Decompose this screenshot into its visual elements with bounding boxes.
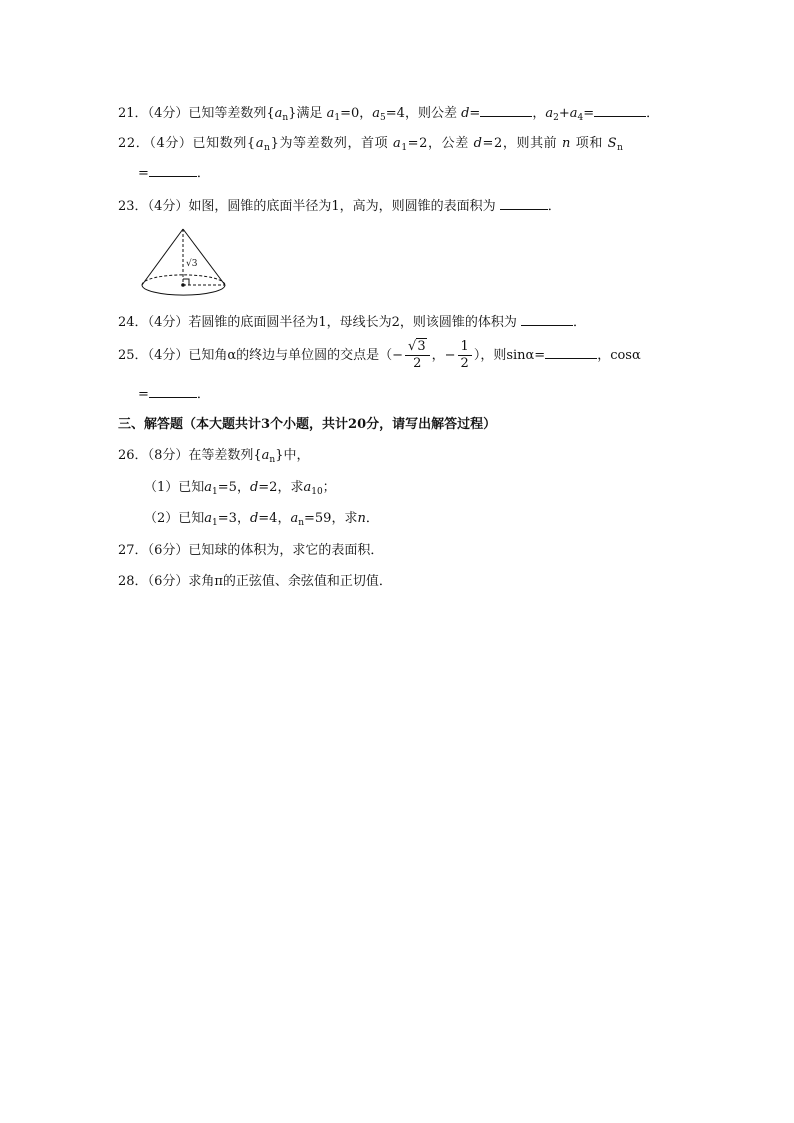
- question-26-part-1: （1）已知$a_1=5$，d=2，求$a_{10}$；: [144, 480, 336, 497]
- question-23: 23．（4分）如图，圆锥的底面半径为1，高为，则圆锥的表面积为 ．: [118, 199, 561, 214]
- question-22: 22．（4分）已知数列$\{a_n\}$为等差数列，首项 $a_1=2$，公差 d=2，则其前 n 项和 $S_n$: [118, 136, 624, 153]
- answer-blank[interactable]: [149, 164, 197, 177]
- question-score: （4分）: [147, 106, 189, 121]
- question-number: 21: [118, 106, 135, 121]
- question-26: 26．（8分）在等差数列$\{a_n\}$中，: [118, 448, 310, 465]
- question-21: 21．（4分）已知等差数列$\{a_n\}$满足 $a_1=0$，$a_5=4$，则公差 d= ，$a_2+a_4=$ ．: [118, 106, 660, 123]
- question-score: （4分）: [147, 348, 189, 363]
- question-score: （8分）: [147, 448, 189, 463]
- answer-blank[interactable]: [149, 385, 197, 398]
- answer-blank[interactable]: [500, 197, 548, 210]
- question-27: 27．（6分）已知球的体积为，求它的表面积．: [118, 543, 384, 558]
- section-heading: 三、解答题（本大题共计3个小题，共计20分，请写出解答过程）: [118, 417, 497, 432]
- answer-blank[interactable]: [545, 346, 597, 359]
- question-score: （4分）: [147, 315, 189, 330]
- question-26-part-2: （2）已知$a_1=3$，d=4，$a_n=59$，求n．: [144, 511, 379, 528]
- cone-figure: [138, 225, 230, 303]
- question-score: （6分）: [147, 574, 189, 589]
- question-25: 25．（4分）已知角α的终边与单位圆的交点是（− $\frac{√3}{2}$ ，− $\frac{1}{2}$ ），则sinα= ，cosα: [118, 339, 641, 371]
- question-number: 24: [118, 315, 135, 330]
- question-score: （4分）: [147, 199, 189, 214]
- question-score: （4分）: [149, 136, 193, 151]
- question-number: 28: [118, 574, 135, 589]
- question-number: 23: [118, 199, 135, 214]
- question-22-cont: = ．: [138, 166, 210, 181]
- answer-blank[interactable]: [521, 313, 573, 326]
- question-number: 27: [118, 543, 135, 558]
- question-score: （6分）: [147, 543, 189, 558]
- height-label: √3: [186, 259, 198, 269]
- fraction-sqrt3-over-2: $\frac{√3}{2}$: [405, 339, 430, 372]
- fraction-1-over-2: $\frac{1}{2}$: [458, 339, 472, 372]
- answer-blank[interactable]: [594, 104, 646, 117]
- question-number: 22: [118, 136, 136, 151]
- answer-blank[interactable]: [480, 104, 532, 117]
- question-28: 28．（6分）求角π的正弦值、余弦值和正切值．: [118, 574, 392, 589]
- question-25-cont: = ．: [138, 387, 210, 402]
- question-24: 24．（4分）若圆锥的底面圆半径为1，母线长为2，则该圆锥的体积为 ．: [118, 315, 587, 330]
- question-number: 26: [118, 448, 135, 463]
- question-number: 25: [118, 348, 135, 363]
